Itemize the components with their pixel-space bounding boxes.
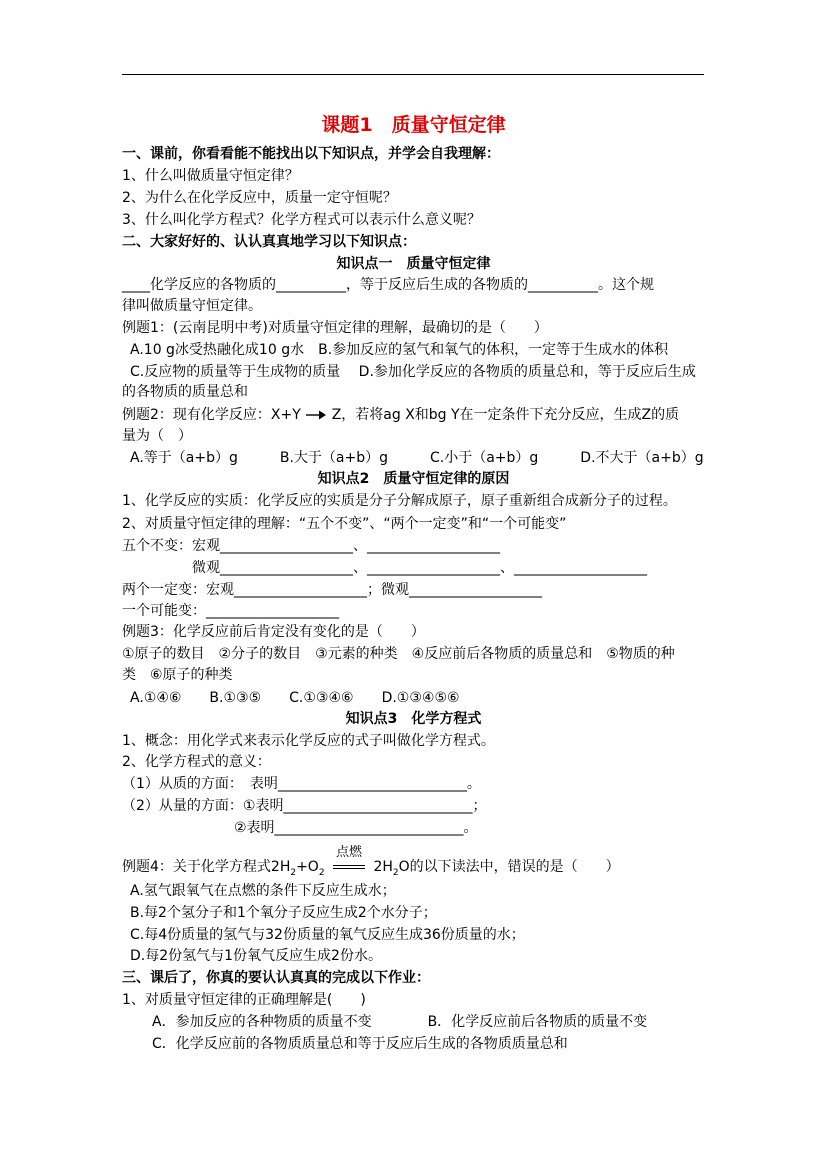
example-4-option-b: B.每2个氢分子和1个氧分子反应生成2个水分子； <box>130 905 437 921</box>
kp2-one-maybe: 一个可能变：___________________ <box>122 603 339 619</box>
example-2-question: 例题2：现有化学反应：X+Y Z，若将ag X和bg Y在一定条件下充分反应，生成Z的质 <box>122 407 680 423</box>
kp2-five-unchanged-macro: 五个不变：宏观___________________、___________________ <box>122 538 500 554</box>
question-1: 1、什么叫做质量守恒定律？ <box>122 168 299 184</box>
section-1-heading: 一、课前，你看看能不能找出以下知识点，并学会自我理解： <box>122 146 500 162</box>
kp3-meaning-quantity-2: ②表明___________________________。 <box>122 820 478 836</box>
example-3-options: A.①④⑥ B.①③⑤ C.①③④⑥ D.①③④⑤⑥ <box>130 690 460 706</box>
header-rule <box>122 74 704 75</box>
example-1-options-ab: A.10 g冰受热融化成10 g水 B.参加反应的氢气和氧气的体积，一定等于生成水的体积 <box>130 342 669 358</box>
kp1-line-1: ____化学反应的各物质的__________，等于反应后生成的各物质的__________。这个规 <box>122 277 654 293</box>
knowledge-point-1-heading: 知识点一 质量守恒定律 <box>336 256 491 272</box>
kp3-meaning: 2、化学方程式的意义： <box>122 754 271 770</box>
kp1-line-2: 律叫做质量守恒定律。 <box>122 298 262 314</box>
example-3-items: ①原子的数目 ②分子的数目 ③元素的种类 ④反应前后各物质的质量总和 ⑤物质的种 <box>122 646 675 662</box>
page-title: 课题1 质量守恒定律 <box>321 114 506 136</box>
homework-1-question: 1、对质量守恒定律的正确理解是( ) <box>122 992 366 1008</box>
example-2-options: A.等于（a+b）g B.大于（a+b）g C.小于（a+b）g D.不大于（a+b）g <box>130 450 704 466</box>
homework-1-options-ab: A．参加反应的各种物质的质量不变 B．化学反应前后各物质的质量不变 <box>152 1014 648 1030</box>
question-2: 2、为什么在化学反应中，质量一定守恒呢？ <box>122 190 397 206</box>
question-3: 3、什么叫化学方程式？化学方程式可以表示什么意义呢？ <box>122 212 481 228</box>
section-2-heading: 二、大家好好的、认认真真地学习以下知识点： <box>122 234 416 250</box>
example-4-option-d: D.每2份氢气与1份氧气反应生成2份水。 <box>130 948 382 964</box>
section-3-heading: 三、课后了，你真的要认认真真的完成以下作业： <box>122 970 430 986</box>
example-1-option-d-cont: 的各物质的质量总和 <box>122 384 248 400</box>
kp3-meaning-quantity-1: （2）从量的方面：①表明___________________________； <box>122 798 487 814</box>
reaction-condition: 点燃 <box>329 857 369 877</box>
equation-equals-icon <box>333 865 365 869</box>
example-4-question: 例题4：关于化学方程式$2H_2+O_2$ 点燃 $2H_2O$的以下读法中，错误的是（ ） <box>122 845 620 878</box>
example-4-option-c: C.每4份质量的氢气与32份质量的氧气反应生成36份质量的水； <box>130 927 525 943</box>
example-3-question: 例题3：化学反应前后肯定没有变化的是（ ） <box>122 624 425 640</box>
homework-1-option-c: C．化学反应前的各物质质量总和等于反应后生成的各物质质量总和 <box>152 1036 568 1052</box>
kp2-two-changed: 两个一定变：宏观___________________；微观___________________ <box>122 582 542 598</box>
example-1-options-cd: C.反应物的质量等于生成物的质量 D.参加化学反应的各物质的质量总和，等于反应后生成 <box>130 364 696 380</box>
kp3-concept: 1、概念：用化学式来表示化学反应的式子叫做化学方程式。 <box>122 733 495 749</box>
kp3-meaning-quality: （1）从质的方面： 表明___________________________。 <box>122 776 481 792</box>
example-4-option-a: A.氢气跟氧气在点燃的条件下反应生成水； <box>130 883 396 899</box>
example-1-question: 例题1：(云南昆明中考)对质量守恒定律的理解，最确切的是（ ） <box>122 320 548 336</box>
knowledge-point-3-heading: 知识点3 化学方程式 <box>345 711 482 727</box>
kp2-five-unchanged-micro: 微观___________________、___________________、___________________ <box>122 560 647 576</box>
example-3-items-cont: 类 ⑥原子的种类 <box>122 667 233 683</box>
knowledge-point-2-heading: 知识点2 质量守恒定律的原因 <box>317 471 510 487</box>
example-2-question-cont: 量为（ ） <box>122 428 192 444</box>
kp2-understanding: 2、对质量守恒定律的理解：“五个不变”、“两个一定变”和“一个可能变” <box>122 516 567 532</box>
kp2-essence: 1、化学反应的实质：化学反应的实质是分子分解成原子，原子重新组合成新分子的过程。 <box>122 493 677 509</box>
reaction-arrow-icon <box>305 409 327 421</box>
